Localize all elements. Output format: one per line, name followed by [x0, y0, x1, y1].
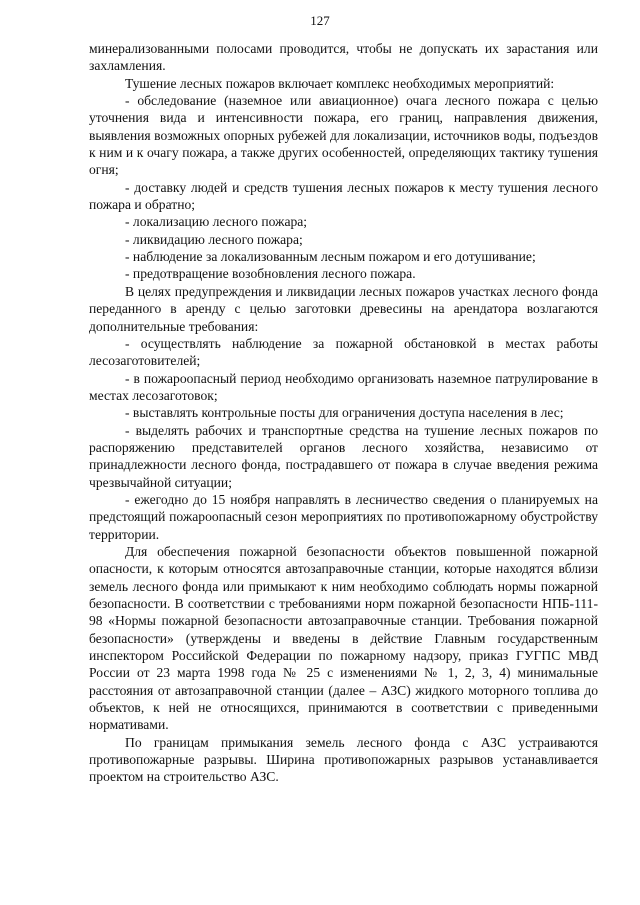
list-item: - в пожароопасный период необходимо организовать наземное патрулирование в местах лесозаготовок;: [89, 370, 598, 403]
list-item: - локализацию лесного пожара;: [125, 214, 308, 230]
paragraph: Тушение лесных пожаров включает комплекс необходимых мероприятий:: [125, 75, 555, 91]
list-item: - ежегодно до 15 ноября направлять в лесничество сведения о планируемых на предстоящий пожароопасный сезон мероприятиях по противопожарному обустройству территории.: [89, 491, 598, 542]
document-body: [89, 40, 598, 786]
paragraph: По границам примыкания земель лесного фонда с АЗС устраиваются противопожарные разрывы. Ширина противопожарных разрывов устанавливается проектом на строительство АЗС.: [89, 734, 598, 785]
list-item: - предотвращение возобновления лесного пожара.: [125, 266, 416, 282]
list-item: - выставлять контрольные посты для ограничения доступа населения в лес;: [125, 405, 564, 421]
list-item: - наблюдение за локализованным лесным пожаром и его дотушивание;: [125, 249, 536, 265]
list-item: - выделять рабочих и транспортные средства на тушение лесных пожаров по распоряжению представителей органов лесного хозяйства, независимо от принадлежности лесного фонда, пострадавшего от пожара в случае введения режима чрезвычайной ситуации;: [89, 422, 598, 490]
paragraph: Для обеспечения пожарной безопасности объектов повышенной пожарной опасности, к которым относятся автозаправочные станции, которые находятся вблизи земель лесного фонда или примыкают к ним необходимо соблюдать нормы пожарной безопасности. В соответствии с требованиями норм пожарной безопасности НПБ-111-98 «Нормы пожарной безопасности автозаправочные станции. Требования пожарной безопасности» (утверждены и введены в действие Главным государственным инспектором Российской Федерации по пожарному надзору, приказ ГУГПС МВД России от 23 марта 1998 года № 25 с изменениями № 1, 2, 3, 4) минимальные расстояния от автозаправочной станции (далее – АЗС) жидкого моторного топлива до объектов, к ней не относящихся, принимаются в соответствии с приведенными нормативами.: [89, 543, 598, 733]
paragraph: минерализованными полосами проводится, чтобы не допускать их зарастания или захламления.: [89, 41, 598, 74]
list-item: - ликвидацию лесного пожара;: [125, 231, 303, 247]
list-item: - доставку людей и средств тушения лесных пожаров к месту тушения лесного пожара и обратно;: [89, 179, 598, 213]
paragraph: В целях предупреждения и ликвидации лесных пожаров участках лесного фонда переданного в аренду с целью заготовки древесины на арендатора возлагаются дополнительные требования:: [89, 283, 598, 334]
page-number: 127: [310, 13, 330, 28]
list-item: - обследование (наземное или авиационное) очага лесного пожара с целью уточнения вида и интенсивности пожара, его границ, направления движения, выявления возможных опорных рубежей для локализации, источников воды, подъездов к ним и к очагу пожара, а также других особенностей, определяющих тактику тушения огня;: [89, 93, 598, 178]
list-item: - осуществлять наблюдение за пожарной обстановкой в местах работы лесозаготовителей;: [89, 335, 598, 369]
